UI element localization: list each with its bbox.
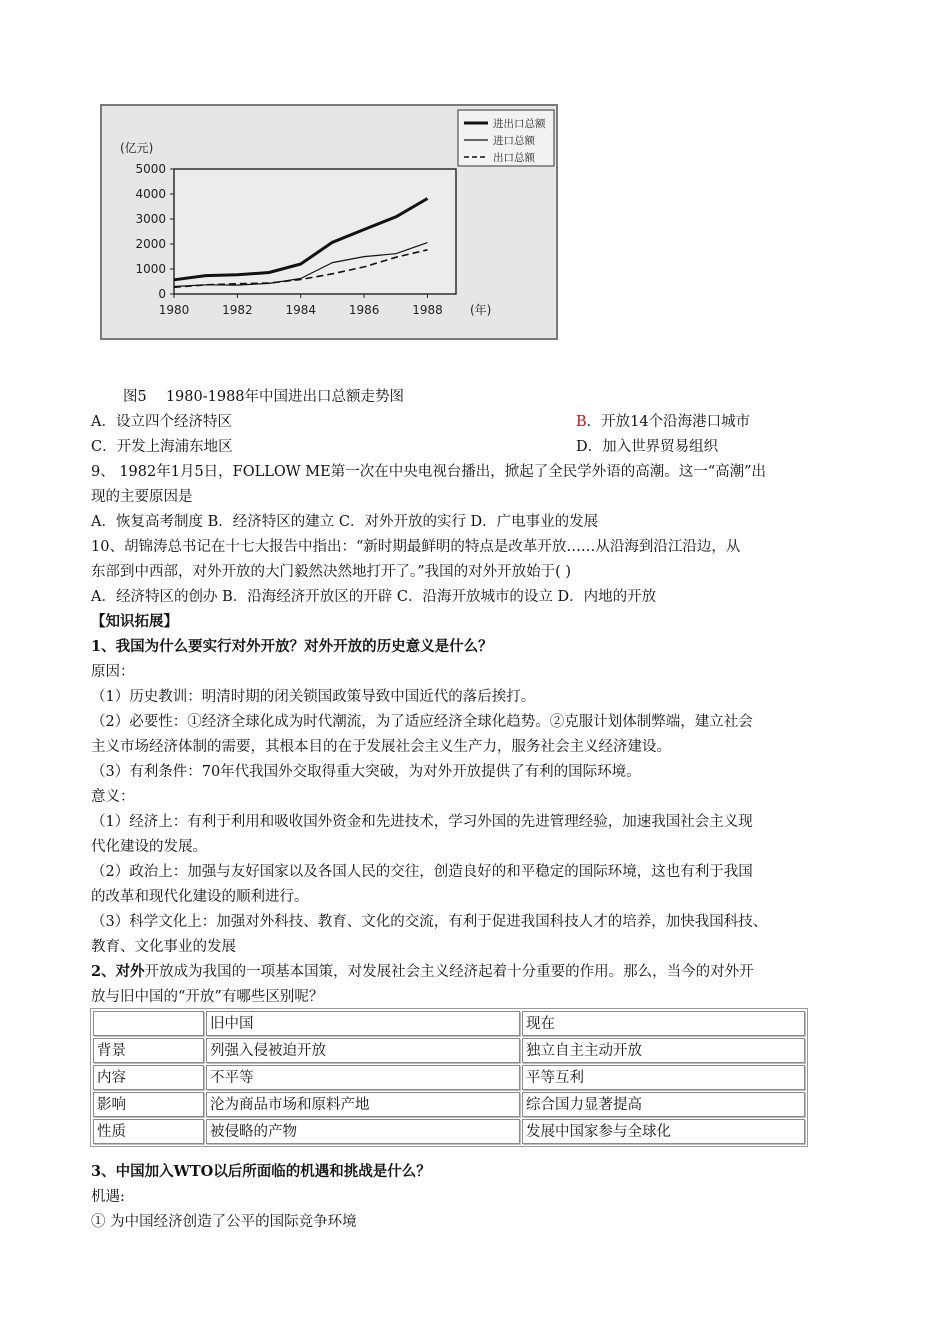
table-row (93, 1092, 805, 1117)
q8-option-a: A．设立四个经济特区 (91, 414, 232, 430)
table-cell: 综合国力显著提高 (522, 1092, 805, 1117)
x-tick-label: 1980 (158, 303, 190, 317)
k1-reason-3: （3）有利条件：70年代我国外交取得重大突破，为对外开放提供了有利的国际环境。 (91, 764, 641, 780)
table-cell: 内容 (93, 1065, 204, 1090)
k1-reason-2-line-2: 主义市场经济体制的需要，其根本目的在于发展社会主义生产力，服务社会主义经济建设。 (91, 739, 671, 755)
q8-option-b-letter: B (576, 414, 587, 430)
legend-label: 出口总额 (493, 152, 535, 164)
q9-line-2: 现的主要原因是 (91, 489, 193, 505)
k3-opportunity-1: ① 为中国经济创造了公平的国际竞争环境 (91, 1214, 357, 1230)
y-tick-label: 1000 (135, 262, 166, 276)
table-header-cell (93, 1011, 204, 1036)
y-axis-label: (亿元) (120, 141, 154, 155)
legend-label: 进出口总额 (493, 118, 546, 130)
legend-label: 进口总额 (493, 135, 535, 147)
table-header-cell: 旧中国 (206, 1011, 520, 1036)
comparison-table (90, 1008, 808, 1147)
x-axis-label: (年) (470, 303, 492, 317)
table-cell: 平等互利 (522, 1065, 805, 1090)
table-cell: 沦为商品市场和原料产地 (206, 1092, 520, 1117)
table-cell: 性质 (93, 1119, 204, 1144)
x-tick-label: 1986 (348, 303, 380, 317)
table-header-row (93, 1011, 805, 1036)
table-row (93, 1038, 805, 1063)
k1-meaning-3-line-1: （3）科学文化上：加强对外科技、教育、文化的交流，有利于促进我国科技人才的培养，加快我国科技、 (91, 914, 768, 930)
q10-options: A．经济特区的创办 B．沿海经济开放区的开辟 C．沿海开放城市的设立 D．内地的开放 (91, 589, 657, 605)
table-cell: 独立自主主动开放 (522, 1038, 805, 1063)
k2-line-1 (91, 960, 754, 984)
q8-option-b (576, 410, 750, 434)
k1-meaning-2-line-1: （2）政治上：加强与友好国家以及各国人民的交往，创造良好的和平稳定的国际环境，这也有利于我国 (91, 864, 753, 880)
table-cell: 不平等 (206, 1065, 520, 1090)
k1-meaning-2-line-2: 的改革和现代化建设的顺利进行。 (91, 889, 309, 905)
table-row (93, 1065, 805, 1090)
y-tick-label: 3000 (135, 212, 166, 226)
figure-caption: 图5 1980-1988年中国进出口总额走势图 (123, 389, 405, 405)
trade-chart-figure (100, 104, 558, 340)
table-cell: 背景 (93, 1038, 204, 1063)
k1-meaning-3-line-2: 教育、文化事业的发展 (91, 939, 236, 955)
k1-reason-1: （1）历史教训：明清时期的闭关锁国政策导致中国近代的落后挨打。 (91, 689, 536, 705)
table-header-cell: 现在 (522, 1011, 805, 1036)
q8-option-b-text: ．开放14个沿海港口城市 (586, 414, 751, 430)
table-row (93, 1119, 805, 1144)
k3-title: 3、中国加入WTO以后所面临的机遇和挑战是什么？ (91, 1163, 431, 1180)
k1-title: 1、我国为什么要实行对外开放？对外开放的历史意义是什么？ (91, 638, 493, 655)
x-tick-label: 1984 (285, 303, 317, 317)
q10-line-2: 东部到中西部，对外开放的大门毅然决然地打开了。”我国的对外开放始于( ) (91, 564, 572, 580)
section-title: 【知识拓展】 (91, 613, 178, 630)
k3-opportunity-label: 机遇: (91, 1189, 125, 1205)
q8-option-d: D．加入世界贸易组织 (576, 439, 719, 455)
q10-line-1: 10、胡锦涛总书记在十七大报告中指出：“新时期最鲜明的特点是改革开放……从沿海到沿江沿边，从 (91, 539, 741, 555)
x-tick-label: 1982 (222, 303, 253, 317)
x-tick-label: 1988 (412, 303, 443, 317)
y-tick-label: 0 (158, 287, 166, 301)
k2-line-2: 放与旧中国的“开放”有哪些区别呢？ (91, 989, 324, 1005)
table-cell: 影响 (93, 1092, 204, 1117)
q9-line-1: 9、 1982年1月5日，FOLLOW ME第一次在中央电视台播出，掀起了全民学外语的高潮。这一“高潮”出 (91, 464, 767, 480)
k1-reason-label: 原因： (91, 664, 135, 680)
k1-meaning-label: 意义： (91, 789, 135, 805)
q9-options: A．恢复高考制度 B．经济特区的建立 C．对外开放的实行 D．广电事业的发展 (91, 514, 599, 530)
table-cell: 列强入侵被迫开放 (206, 1038, 520, 1063)
trade-line-chart (102, 106, 556, 338)
y-tick-label: 4000 (135, 187, 166, 201)
k2-title-rest: 开放成为我国的一项基本国策，对发展社会主义经济起着十分重要的作用。那么，当今的对外开 (144, 964, 754, 980)
q8-option-c: C．开发上海浦东地区 (91, 439, 233, 455)
k1-meaning-1-line-1: （1）经济上：有利于利用和吸收国外资金和先进技术，学习外国的先进管理经验，加速我国社会主义现 (91, 814, 753, 830)
k1-reason-2-line-1: （2）必要性：①经济全球化成为时代潮流，为了适应经济全球化趋势。②克服计划体制弊端，建立社会 (91, 714, 753, 730)
k1-meaning-1-line-2: 代化建设的发展。 (91, 839, 207, 855)
y-tick-label: 5000 (135, 162, 166, 176)
k2-title-bold: 2、对外 (91, 963, 145, 980)
y-tick-label: 2000 (135, 237, 166, 251)
table-cell: 被侵略的产物 (206, 1119, 520, 1144)
table-cell: 发展中国家参与全球化 (522, 1119, 805, 1144)
